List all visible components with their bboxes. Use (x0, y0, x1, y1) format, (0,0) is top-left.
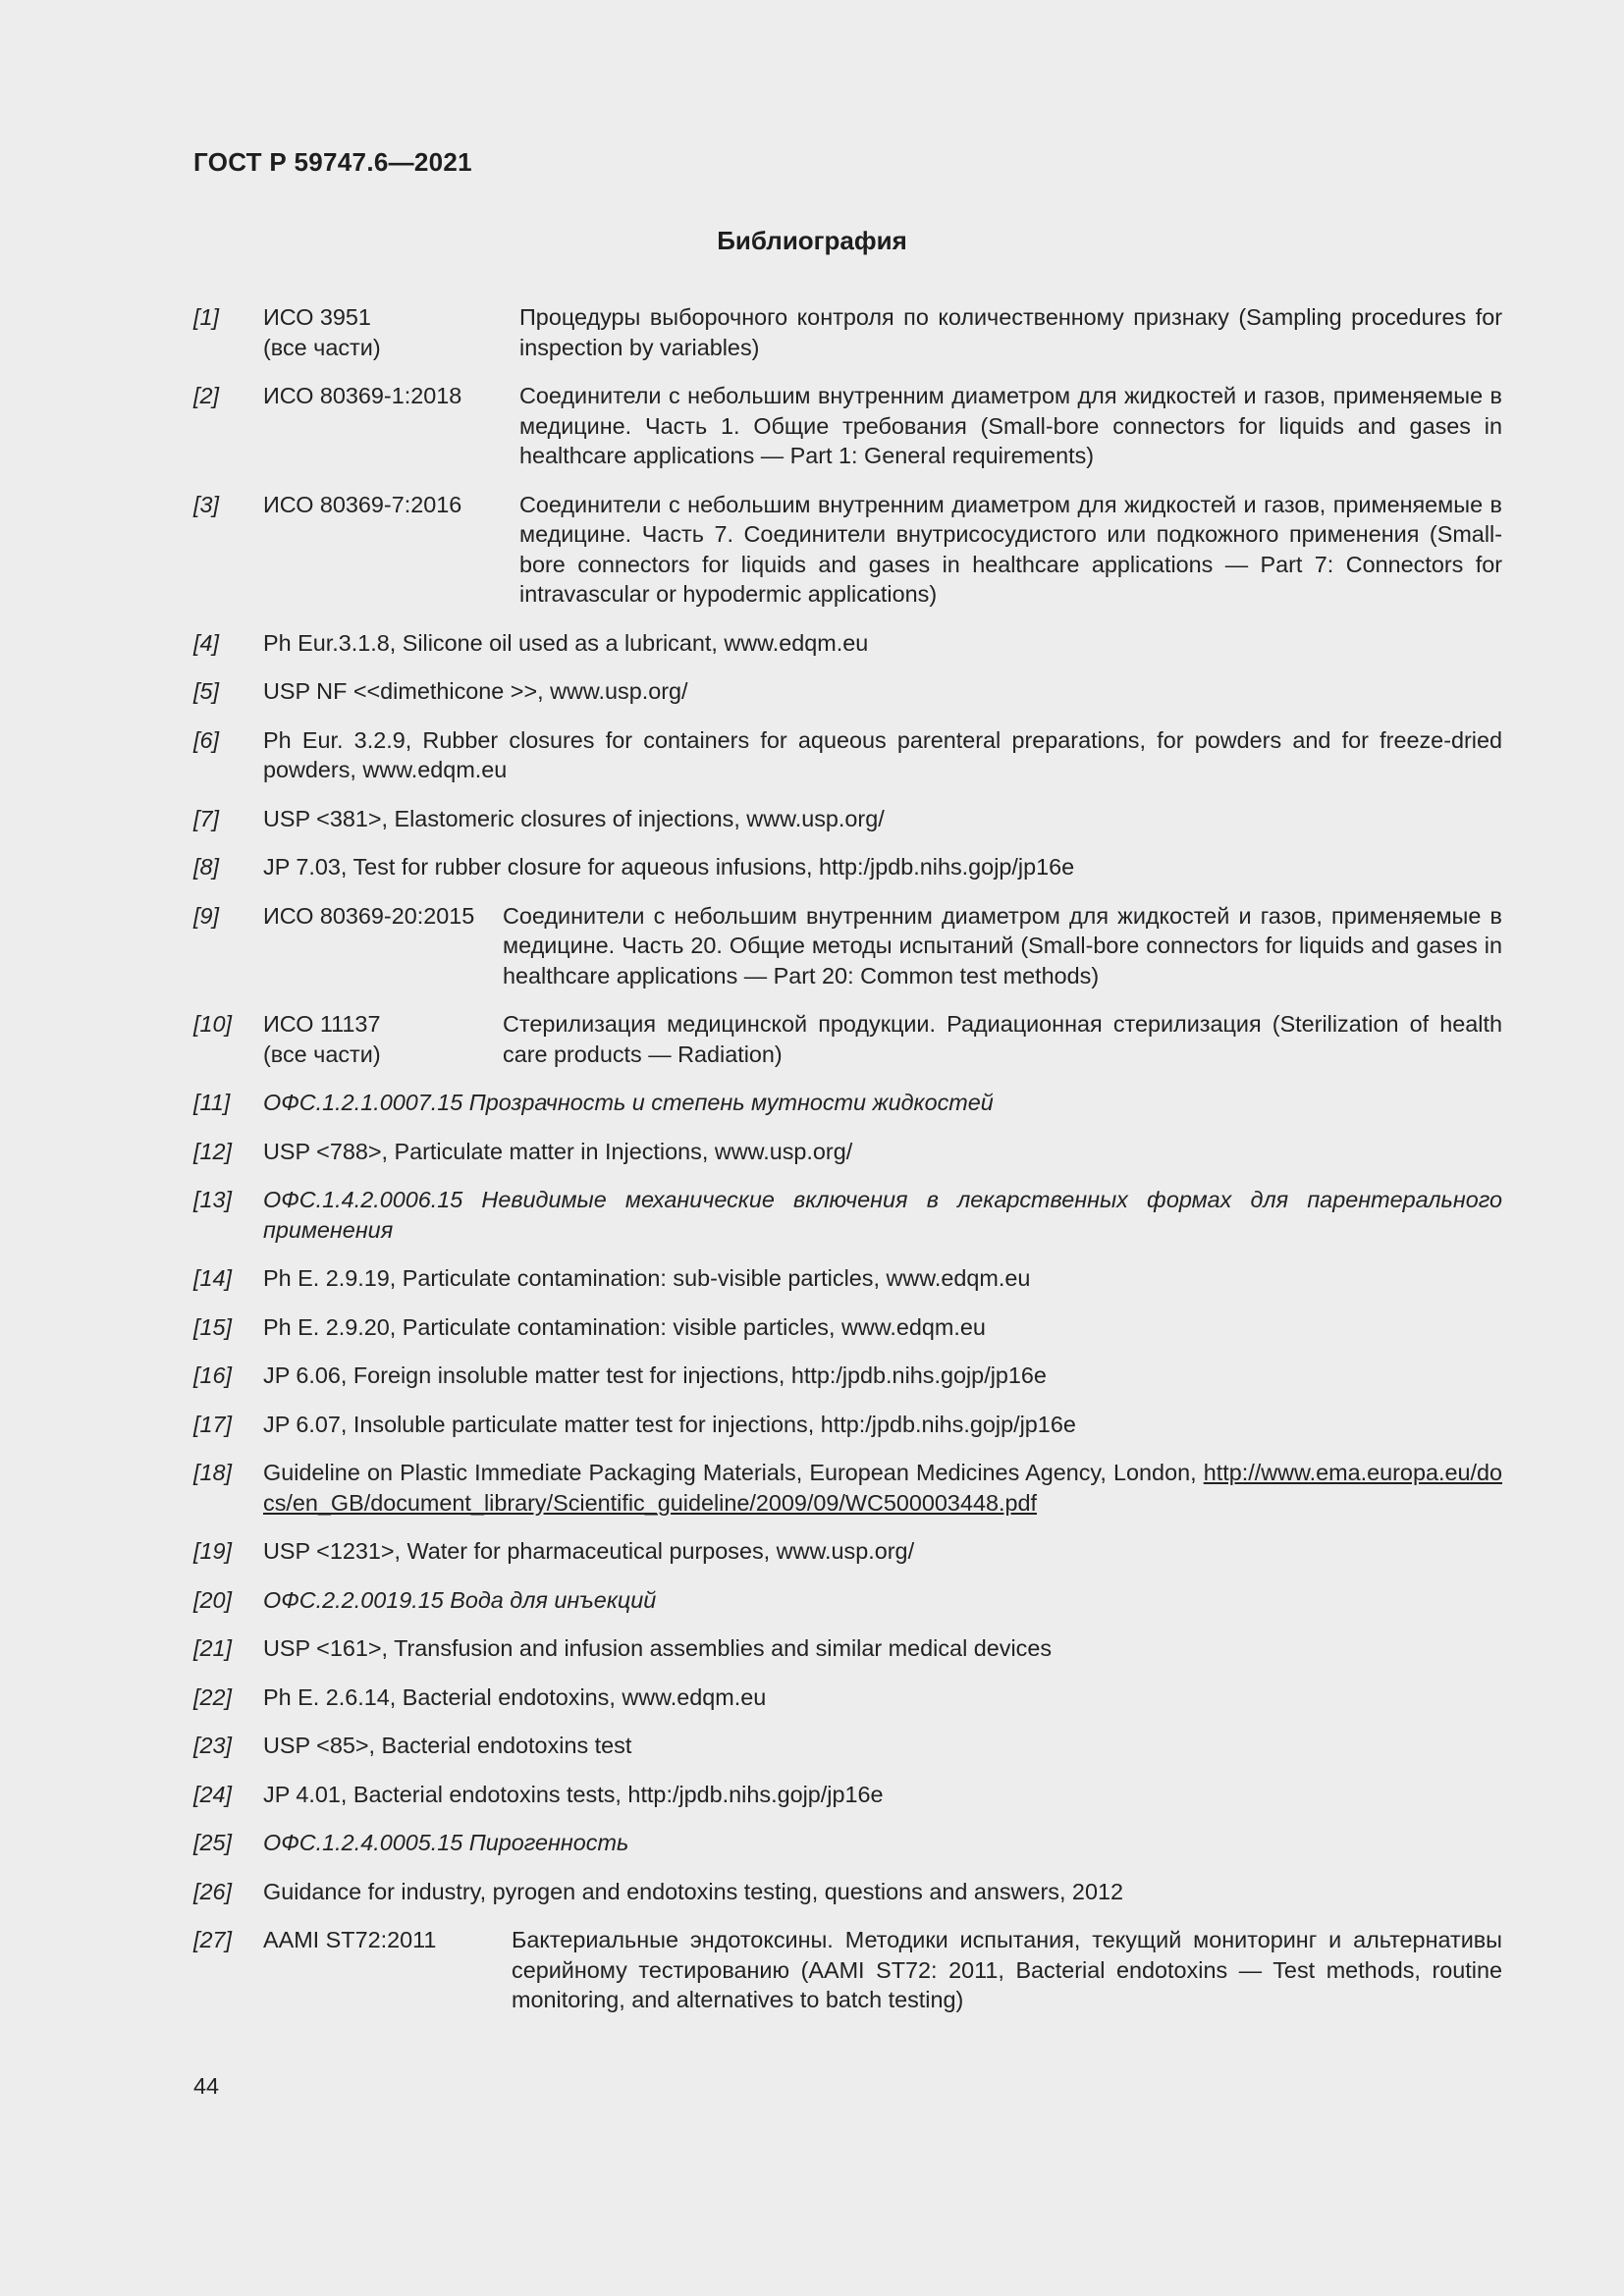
entry-text-body: Ph E. 2.9.19, Particulate contamination: sub-visible particles, www.edqm.eu (263, 1265, 1031, 1291)
entry-text (263, 1458, 1502, 1518)
bibliography-entry (193, 1312, 1502, 1343)
entry-text (263, 1780, 1502, 1810)
entry-text-body: USP <161>, Transfusion and infusion assemblies and similar medical devices (263, 1635, 1053, 1661)
entry-standard-code: AAMI ST72:2011 (263, 1927, 437, 1952)
entry-standard-code: ИСО 11137 (все части) (263, 1011, 381, 1067)
entry-description: Соединители с небольшим внутренним диаметром для жидкостей и газов, применяемые в медицине. Часть 7. Соединители внутрисосудистого или подкожного применения (Small-bore connectors for liquids and gases in healthcare applications — Part 7: Connectors for intravascular or hypodermic applications) (519, 491, 1502, 607)
entry-text (263, 1682, 1502, 1713)
entry-text-body: USP <381>, Elastomeric closures of injections, www.usp.org/ (263, 805, 885, 831)
entry-number: [13] (193, 1187, 233, 1212)
bibliography-entry (193, 676, 1502, 707)
bibliography-entry (193, 1088, 1502, 1118)
entry-text (263, 1536, 1502, 1567)
bibliography-entry (193, 1536, 1502, 1567)
bibliography-entry (193, 1877, 1502, 1907)
entry-text (263, 628, 1502, 659)
entry-text-body: JP 6.07, Insoluble particulate matter test for injections, http:/jpdb.nihs.gojp/jp16e (263, 1411, 1076, 1437)
bibliography-entry (193, 628, 1502, 659)
entry-text-body: Ph E. 2.6.14, Bacterial endotoxins, www.edqm.eu (263, 1683, 767, 1710)
bibliography-entry (193, 1682, 1502, 1713)
entry-number: [17] (193, 1411, 233, 1437)
entry-standard-code: ИСО 3951 (все части) (263, 304, 381, 360)
page-number: 44 (193, 2073, 220, 2099)
entry-text-body: Ph E. 2.9.20, Particulate contamination: visible particles, www.edqm.eu (263, 1313, 986, 1340)
entry-text-body: Guidance for industry, pyrogen and endotoxins testing, questions and answers, 2012 (263, 1878, 1123, 1904)
entry-text-body: USP NF <<dimethicone >>, www.usp.org/ (263, 678, 688, 704)
entry-text-body: Ph Eur. 3.2.9, Rubber closures for containers for aqueous parenteral preparations, for powders and for freeze-dried powders, www.edqm.eu (263, 726, 1502, 782)
entry-number: [4] (193, 629, 220, 656)
page-title: Библиография (717, 226, 907, 255)
entry-standard-code: ИСО 80369-20:2015 (263, 902, 475, 929)
entry-number: [18] (193, 1460, 233, 1485)
entry-number: [8] (193, 854, 220, 880)
bibliography-entry (193, 1009, 1502, 1069)
entry-number: [7] (193, 805, 220, 831)
bibliography-entry (193, 1780, 1502, 1810)
bibliography-entry (193, 1585, 1502, 1616)
entry-description: Стерилизация медицинской продукции. Радиационная стерилизация (Sterilization of health care products — Radiation) (503, 1011, 1502, 1067)
entry-description: Процедуры выборочного контроля по количественному признаку (Sampling procedures for inspection by variables) (519, 304, 1502, 360)
entry-number: [2] (193, 383, 220, 408)
entry-text (263, 725, 1502, 785)
entry-text-body: ОФС.2.2.0019.15 Вода для инъекций (263, 1586, 657, 1613)
bibliography-entry (193, 381, 1502, 471)
entry-number: [22] (193, 1683, 233, 1710)
entry-text (263, 1828, 1502, 1858)
document-code: ГОСТ Р 59747.6—2021 (193, 147, 472, 177)
entry-description: Соединители с небольшим внутренним диаметром для жидкостей и газов, применяемые в медицине. Часть 1. Общие требования (Small-bore connectors for liquids and gases in healthcare applications — Part 1: General requirements) (519, 383, 1502, 468)
bibliography-entry (193, 1633, 1502, 1664)
bibliography-entry (193, 1137, 1502, 1167)
entry-number: [11] (193, 1090, 231, 1115)
entry-number: [25] (193, 1830, 233, 1855)
entry-number: [1] (193, 304, 220, 330)
entry-text-body: ОФС.1.2.4.0005.15 Пирогенность (263, 1830, 629, 1855)
bibliography-entry (193, 490, 1502, 610)
entry-number: [21] (193, 1635, 233, 1661)
entry-number: [20] (193, 1586, 233, 1613)
entry-description: Соединители с небольшим внутренним диаметром для жидкостей и газов, применяемые в медицине. Часть 20. Общие методы испытаний (Small-bore connectors for liquids and gases in healthcare applications — Part 20: Common test methods) (503, 902, 1502, 988)
bibliography-entry (193, 1731, 1502, 1761)
bibliography-entry (193, 1828, 1502, 1858)
entry-text-body: USP <788>, Particulate matter in Injections, www.usp.org/ (263, 1138, 853, 1164)
entry-number: [3] (193, 491, 220, 517)
entry-text (263, 1312, 1502, 1343)
entry-text (263, 1410, 1502, 1440)
entry-text-body: JP 7.03, Test for rubber closure for aqueous infusions, http:/jpdb.nihs.gojp/jp16e (263, 854, 1075, 880)
entry-link[interactable]: http://www.ema.europa.eu/docs/en_GB/document_library/Scientific_guideline/2009/09/WC500003448.pdf (263, 1460, 1502, 1516)
entry-number: [26] (193, 1878, 233, 1904)
bibliography-entry (193, 1925, 1502, 2015)
entry-text-body: Ph Eur.3.1.8, Silicone oil used as a lubricant, www.edqm.eu (263, 629, 869, 656)
entry-text (263, 1185, 1502, 1245)
bibliography-list (193, 302, 1502, 2034)
entry-text (263, 1088, 1502, 1118)
entry-text (263, 1877, 1502, 1907)
entry-number: [5] (193, 678, 220, 704)
bibliography-entry (193, 1361, 1502, 1391)
bibliography-entry (193, 901, 1502, 991)
entry-text-body: USP <1231>, Water for pharmaceutical purposes, www.usp.org/ (263, 1538, 915, 1564)
entry-number: [6] (193, 726, 220, 753)
entry-text (263, 1633, 1502, 1664)
bibliography-entry (193, 302, 1502, 362)
bibliography-entry (193, 1410, 1502, 1440)
entry-text (263, 852, 1502, 882)
entry-text-body: USP <85>, Bacterial endotoxins test (263, 1733, 632, 1758)
entry-text-body: Guideline on Plastic Immediate Packaging Materials, European Medicines Agency, London, (263, 1460, 1204, 1485)
entry-text (263, 1585, 1502, 1616)
entry-text-body: JP 6.06, Foreign insoluble matter test for injections, http:/jpdb.nihs.gojp/jp16e (263, 1362, 1047, 1388)
entry-number: [15] (193, 1313, 233, 1340)
entry-text-body: ОФС.1.2.1.0007.15 Прозрачность и степень мутности жидкостей (263, 1090, 994, 1115)
entry-number: [24] (193, 1781, 233, 1807)
bibliography-entry (193, 804, 1502, 834)
entry-text (263, 1137, 1502, 1167)
entry-number: [12] (193, 1138, 233, 1164)
entry-text (263, 1731, 1502, 1761)
entry-text-body: ОФС.1.4.2.0006.15 Невидимые механические включения в лекарственных формах для парентерального применения (263, 1187, 1502, 1243)
entry-text (263, 1263, 1502, 1294)
entry-text-body: JP 4.01, Bacterial endotoxins tests, http:/jpdb.nihs.gojp/jp16e (263, 1781, 884, 1807)
entry-number: [19] (193, 1538, 233, 1564)
bibliography-entry (193, 1263, 1502, 1294)
bibliography-entry (193, 1458, 1502, 1518)
entry-number: [27] (193, 1927, 233, 1952)
bibliography-entry (193, 1185, 1502, 1245)
entry-number: [10] (193, 1011, 233, 1037)
entry-number: [16] (193, 1362, 233, 1388)
bibliography-entry (193, 852, 1502, 882)
entry-number: [23] (193, 1733, 233, 1758)
entry-text (263, 676, 1502, 707)
entry-text (263, 804, 1502, 834)
entry-description: Бактериальные эндотоксины. Методики испытания, текущий мониторинг и альтернативы серийному тестированию (AAMI ST72: 2011, Bacterial endotoxins — Test methods, routine monitoring, and alternatives to batch testing) (512, 1927, 1502, 2012)
entry-standard-code: ИСО 80369-1:2018 (263, 383, 462, 408)
entry-text (263, 1361, 1502, 1391)
entry-standard-code: ИСО 80369-7:2016 (263, 491, 462, 517)
entry-number: [9] (193, 902, 220, 929)
entry-number: [14] (193, 1265, 233, 1291)
bibliography-entry (193, 725, 1502, 785)
